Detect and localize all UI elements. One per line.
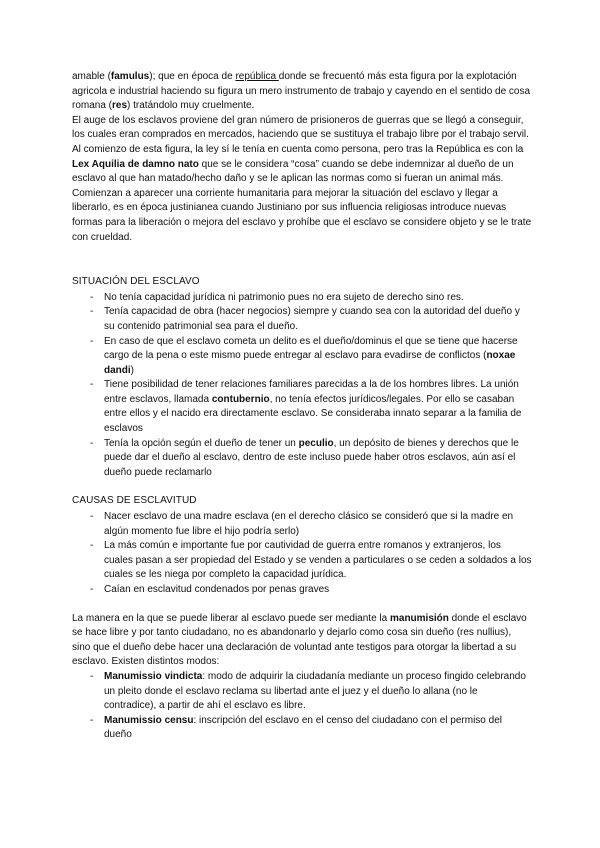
- term-peculio: peculio: [298, 437, 334, 449]
- list-item: [72, 335, 532, 379]
- text-run: Al comienzo de esta figura, la ley sí le tenía en cuenta como persona, pero tras la República es con la: [72, 143, 524, 155]
- text-run: Tenía la opción según el dueño de tener un: [104, 437, 299, 449]
- text-run: Tiene posibilidad de tener relaciones familiares parecidas a la de los hombres libres. La unión entre esclavos, llamada: [104, 379, 519, 405]
- section-heading-situacion: SITUACIÓN DEL ESCLAVO: [72, 276, 200, 288]
- term-noxae-dandi: noxae dandi: [104, 350, 516, 376]
- text-run: ): [130, 364, 135, 376]
- list-item: [72, 670, 532, 714]
- section-heading-causas: CAUSAS DE ESCLAVITUD: [72, 495, 197, 507]
- text-run: donde se frecuentó más esta figura por la explotación agricola e industrial haciendo su figura un mero instrumento de trabajo y cayendo en el sentido de cosa romana (: [72, 71, 531, 112]
- intro-paragraph-2: El auge de los esclavos proviene del gran número de prisioneros de guerras que se llegó a conseguir, los cuales eran comprados en mercados, haciendo que se sustituya el trabajo libre por el trabajo servil.: [72, 114, 529, 141]
- list-item: - La más común e importante fue por cautividad de guerra entre romanos y extranjeros, los cuales pasan a ser propiedad del Estado y se venden a particulares o se ceden a soldados a los cuales se les niega por completo la capacidad jurídica.: [72, 539, 532, 583]
- situacion-list: [72, 291, 532, 481]
- list-item: - Tenía capacidad de obra (hacer negocios) siempre y cuando sea con la autoridad del dueño y su contenido patrimonial sea para el dueño.: [72, 305, 532, 334]
- text-run: , no tenía efectos jurídicos/legales. Por ello se casaban entre ellos y el nacido era directamente esclavo. Se consideraba innato separar a la familia de esclavos: [104, 393, 522, 435]
- text-run: En caso de que el esclavo cometa un delito es el dueño/dominus el que se tiene que hacerse cargo de la pena o este mismo puede entregar al esclavo para evadirse de conflictos (: [104, 335, 518, 362]
- spacer: [72, 598, 532, 612]
- text-run: : modo de adquirir la ciudadanía mediante un proceso fingido celebrando un pleito donde el esclavo reclama su libertad ante el juez y el dueño lo allana (no le contradice), a partir de ahí el esclavo es libre.: [104, 670, 526, 712]
- spacer: [72, 480, 532, 494]
- underlined-republica: república: [235, 71, 279, 82]
- list-item: [72, 714, 532, 743]
- document-page: [72, 70, 532, 743]
- list-item: [72, 437, 532, 481]
- intro-paragraph-1: [72, 70, 532, 114]
- causas-list: [72, 510, 532, 598]
- term-manumissio-censu: Manumissio censu: [104, 714, 194, 726]
- text-run: La manera en la que se puede liberar al esclavo puede ser mediante la: [72, 612, 390, 624]
- intro-paragraph-3: [72, 143, 532, 187]
- term-famulus: famulus: [110, 71, 150, 82]
- text-run: : inscripción del esclavo en el censo del ciudadano con el permiso del dueño: [104, 714, 502, 741]
- list-item: - Caían en esclavitud condenados por penas graves: [72, 583, 532, 598]
- text-run: ); que en época de: [149, 71, 236, 82]
- intro-paragraph-4: Comienzan a aparecer una corriente humanitaria para mejorar la situación del esclavo y llegar a liberarlo, es en época justinianea cuando Justiniano por sus influencia religiosas introduce nuevas formas para la liberación o mejora del esclavo y prohíbe que el esclavo se considere objeto y se le trate con crueldad.: [72, 187, 532, 243]
- spacer: [72, 245, 532, 275]
- list-item: [72, 378, 532, 436]
- term-contubernio: contubernio: [211, 393, 270, 405]
- text-run: donde el esclavo se hace libre y por tanto ciudadano, no es abandonarlo y dejarlo como cosa sin dueño (res nullius), sino que el dueño debe hacer una declaración de voluntad ante testigos para otorgar la libertad a su esclavo. Existen distintos modos:: [72, 612, 527, 668]
- term-manumissio-vindicta: Manumissio vindicta: [104, 670, 203, 682]
- term-manumision: manumisión: [389, 612, 449, 624]
- term-res: res: [112, 100, 128, 112]
- text-run: que se le considera “cosa” cuando se debe indemnizar al dueño de un esclavo al que han matado/hecho daño y se le aplican las normas como si fueran un animal más.: [72, 158, 514, 185]
- list-item: - No tenía capacidad jurídica ni patrimonio pues no era sujeto de derecho sino res.: [72, 291, 532, 306]
- text-run: , un depósito de bienes y derechos que le puede dar el dueño al esclavo, dentro de este incluso puede haber otros esclavos, aún así el dueño puede reclamarlo: [104, 437, 519, 478]
- manumision-list: [72, 670, 532, 743]
- text-run: amable (: [72, 71, 111, 82]
- list-item: - Nacer esclavo de una madre esclava (en el derecho clásico se consideró que si la madre en algún momento fue libre el hijo podría serlo): [72, 510, 532, 539]
- text-run: ) tratándolo muy cruelmente.: [127, 100, 255, 112]
- manumision-paragraph: [72, 612, 532, 670]
- term-lex-aquilia: Lex Aquilia de damno nato: [72, 158, 199, 170]
